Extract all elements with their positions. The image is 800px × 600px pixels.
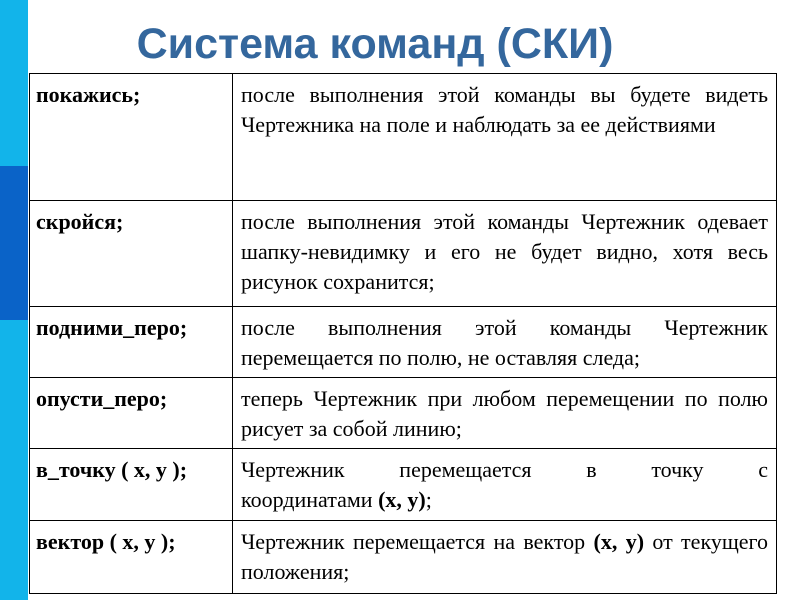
description-text: Чертежник перемещается на вектор [241,529,594,554]
table-row [30,201,777,307]
description-text: от текущего положения; [241,529,768,584]
command-cell: покажись; [30,74,233,201]
table-row [30,378,777,449]
table-row [30,521,777,594]
command-cell: в_точку ( x, y ); [30,449,233,521]
command-cell: вектор ( x, y ); [30,521,233,594]
page-title [0,20,800,69]
description-cell [233,521,777,594]
table-row [30,307,777,378]
page-title-text: Система команд (СКИ) [136,20,614,68]
description-cell: теперь Чертежник при любом перемещении по полю рисует за собой линию; [233,378,777,449]
description-cell: после выполнения этой команды Чертежник одевает шапку-невидимку и его не будет видно, хотя весь рисунок сохранится; [233,201,777,307]
commands-table [29,73,777,594]
description-cell [233,449,777,521]
vector-text: (x, y) [593,529,645,554]
description-line: Чертежник перемещается в точку с [241,457,768,482]
description-text: ; [425,487,432,512]
command-cell: подними_перо; [30,307,233,378]
command-cell: скройся; [30,201,233,307]
description-cell: после выполнения этой команды вы будете видеть Чертежника на поле и наблюдать за ее действиями [233,74,777,201]
coordinates-text: (x, y) [378,487,426,512]
left-accent-band [0,166,28,320]
description-text: координатами [241,487,379,512]
description-cell: после выполнения этой команды Чертежник перемещается по полю, не оставляя следа; [233,307,777,378]
command-cell: опусти_перо; [30,378,233,449]
table-row [30,449,777,521]
table-row [30,74,777,201]
